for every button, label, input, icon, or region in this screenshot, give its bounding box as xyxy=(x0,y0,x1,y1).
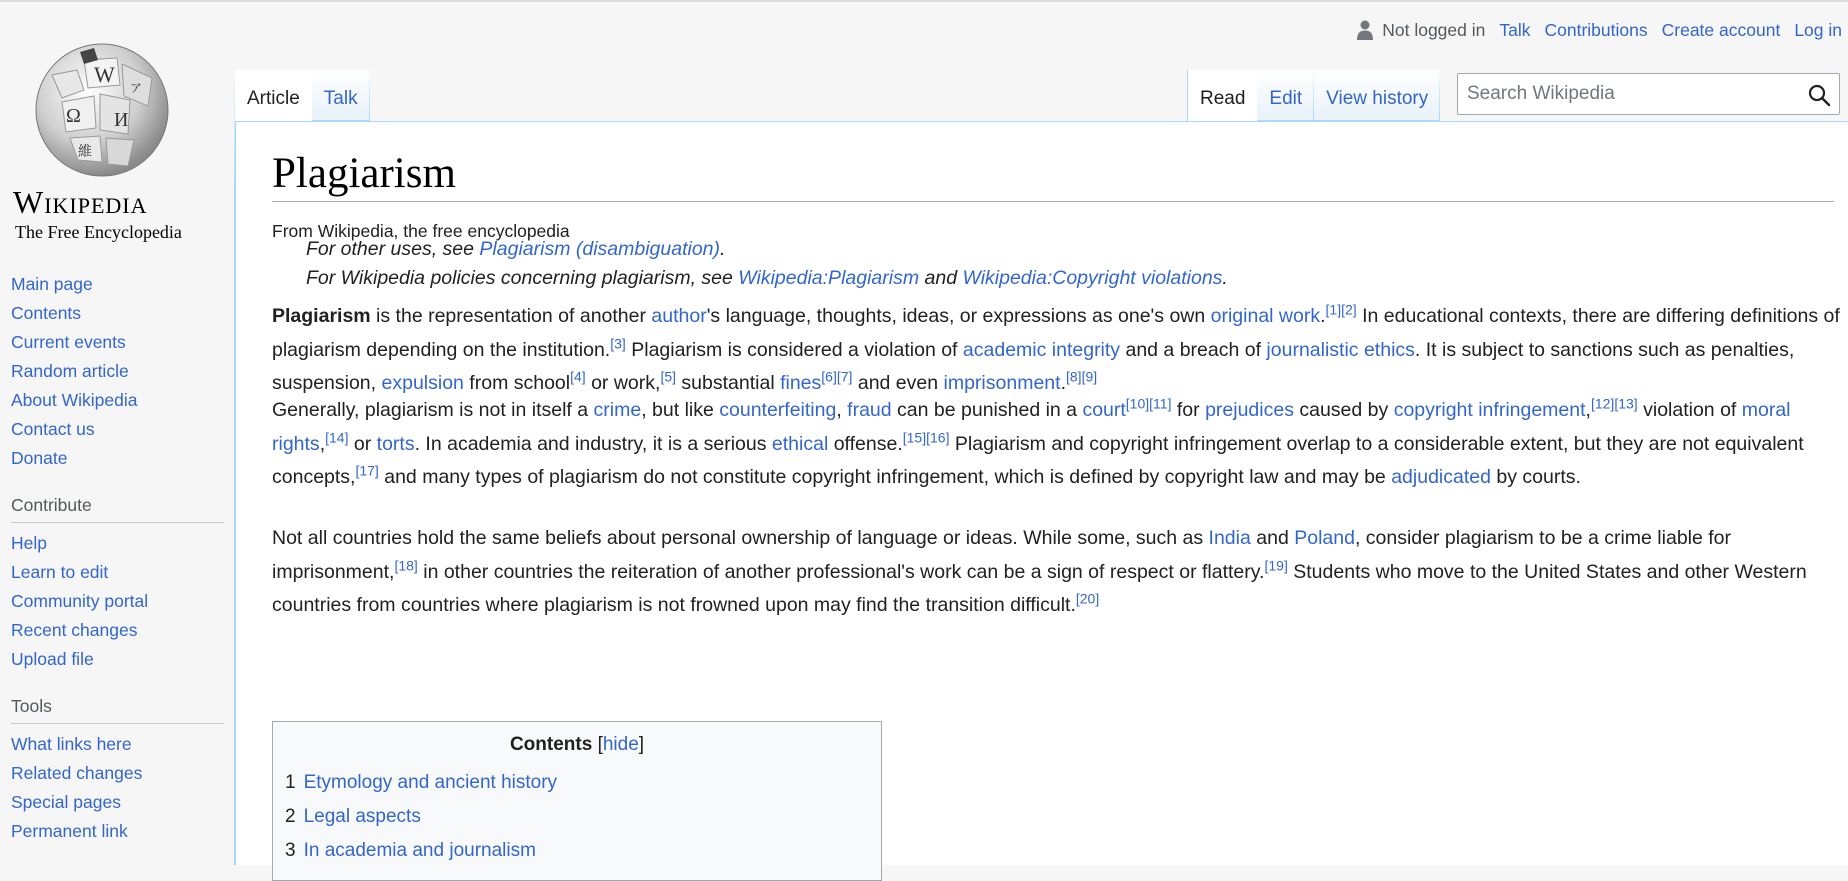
sidebar-item-learn-to-edit[interactable]: Learn to edit xyxy=(11,562,109,582)
ref-17[interactable]: [17] xyxy=(355,462,379,479)
ref-8[interactable]: [8] xyxy=(1065,368,1082,385)
navigation-portal xyxy=(0,270,234,473)
tab-edit[interactable]: Edit xyxy=(1257,70,1314,122)
ref-13[interactable]: [13] xyxy=(1614,395,1638,412)
wikipedia-logo[interactable] xyxy=(0,12,235,242)
namespace-tabs xyxy=(235,70,370,122)
svg-text:W: W xyxy=(94,62,115,87)
wikipedia-globe-icon xyxy=(22,30,182,190)
log-in-link[interactable]: Log in xyxy=(1794,19,1842,40)
sidebar xyxy=(0,270,234,846)
sidebar-item-contents[interactable]: Contents xyxy=(11,303,82,323)
ref-19[interactable]: [19] xyxy=(1264,557,1288,573)
link-author[interactable]: author xyxy=(651,305,707,327)
copyright-violations-link[interactable]: Wikipedia:Copyright violations xyxy=(962,267,1223,289)
site-subtitle: From Wikipedia, the free encyclopedia xyxy=(272,221,570,241)
content-area xyxy=(235,121,1848,865)
svg-text:И: И xyxy=(114,109,129,131)
toc-item[interactable]: 1 Etymology and ancient history xyxy=(285,772,558,793)
link-imprisonment[interactable]: imprisonment xyxy=(943,372,1061,394)
not-logged-in-label: Not logged in xyxy=(1382,19,1486,40)
tools-heading: Tools xyxy=(11,696,224,724)
logo-tagline: The Free Encyclopedia xyxy=(15,222,182,242)
ref-18[interactable]: [18] xyxy=(394,557,418,573)
ref-6[interactable]: [6] xyxy=(821,368,837,385)
ref-7[interactable]: [7] xyxy=(836,368,853,385)
contributions-link[interactable]: Contributions xyxy=(1544,19,1648,40)
sidebar-item-permanent-link[interactable]: Permanent link xyxy=(11,821,128,841)
hatnote-disambiguation: For other uses, see Plagiarism (disambiguation). xyxy=(306,238,726,260)
link-crime[interactable]: crime xyxy=(593,399,642,421)
link-academic-integrity[interactable]: academic integrity xyxy=(962,338,1121,361)
tab-read[interactable]: Read xyxy=(1187,70,1257,122)
ref-12[interactable]: [12] xyxy=(1590,395,1615,412)
hatnote-policies: For Wikipedia policies concerning plagiarism, see Wikipedia:Plagiarism and Wikipedia:Copyright violations. xyxy=(306,267,1228,289)
sidebar-item-recent-changes[interactable]: Recent changes xyxy=(11,620,138,640)
logo-wordmark: Wikipedia xyxy=(13,184,148,220)
create-account-link[interactable]: Create account xyxy=(1661,19,1781,40)
link-moral-rights[interactable]: moral rights xyxy=(272,399,1791,455)
sidebar-item-special-pages[interactable]: Special pages xyxy=(11,792,121,812)
contribute-heading: Contribute xyxy=(11,495,224,523)
paragraph-legal: Generally, plagiarism is not in itself a crime, but like counterfeiting, fraud can be punished in a court[10][11] for prejudices caused by copyright infringement,[12][13] violation of moral rights,[14] or torts. In academia and industry, it is a serious ethical offense.[15][16] Plagiarism and copyright infringement overlap to a considerable extent, but they are not equivalent concepts,[17] and many types of plagiarism do not constitute copyright infringement, which is defined by copyright law and may be adjudicated by courts. xyxy=(272,395,1804,488)
personal-talk-link[interactable]: Talk xyxy=(1499,19,1531,40)
link-fraud[interactable]: fraud xyxy=(847,399,892,421)
toc-list xyxy=(285,766,869,868)
disambiguation-link[interactable]: Plagiarism (disambiguation) xyxy=(479,238,721,260)
link-prejudices[interactable]: prejudices xyxy=(1205,399,1294,421)
top-border xyxy=(0,0,1848,2)
ref-3[interactable]: [3] xyxy=(610,335,626,351)
paragraph-intro: Plagiarism is the representation of another author's language, thoughts, ideas, or expressions as one's own original work.[1][2] In educational contexts, there are differing definitions of plagiarism depending on the institution.[3] Plagiarism is considered a violation of academic integrity and a breach of journalistic ethics. It is subject to sanctions such as penalties, suspension, expulsion from school[4] or work,[5] substantial fines[6][7] and even imprisonment.[8][9] xyxy=(272,301,1840,394)
view-tabs xyxy=(1187,70,1440,122)
tab-talk[interactable]: Talk xyxy=(312,70,370,122)
sidebar-item-contact[interactable]: Contact us xyxy=(11,419,95,439)
link-adjudicated[interactable]: adjudicated xyxy=(1391,466,1491,488)
link-fines[interactable]: fines xyxy=(780,372,822,394)
toc-item[interactable]: 2 Legal aspects xyxy=(285,806,421,827)
link-torts[interactable]: torts xyxy=(376,432,415,455)
sidebar-item-related-changes[interactable]: Related changes xyxy=(11,763,143,783)
ref-1[interactable]: [1] xyxy=(1325,301,1342,318)
link-copyright-infringement[interactable]: copyright infringement xyxy=(1393,399,1586,421)
ref-11[interactable]: [11] xyxy=(1149,395,1172,412)
link-expulsion[interactable]: expulsion xyxy=(381,372,464,394)
tab-view-history[interactable]: View history xyxy=(1314,70,1440,122)
svg-text:Ω: Ω xyxy=(66,105,81,127)
toc-title: Contents [hide] xyxy=(509,734,645,755)
sidebar-item-about[interactable]: About Wikipedia xyxy=(11,390,138,410)
policy-plagiarism-link[interactable]: Wikipedia:Plagiarism xyxy=(738,267,920,289)
toc-item[interactable]: 3 In academia and journalism xyxy=(285,840,536,861)
ref-5[interactable]: [5] xyxy=(660,368,677,385)
ref-9[interactable]: [9] xyxy=(1081,368,1098,385)
tab-article[interactable]: Article xyxy=(235,70,312,122)
search-icon[interactable] xyxy=(1807,83,1831,107)
link-poland[interactable]: Poland xyxy=(1294,527,1355,549)
svg-text:維: 維 xyxy=(78,144,92,160)
link-original-work[interactable]: original work xyxy=(1210,305,1321,327)
sidebar-item-current-events[interactable]: Current events xyxy=(11,332,126,352)
sidebar-item-random-article[interactable]: Random article xyxy=(11,361,129,381)
search-box xyxy=(1457,73,1840,115)
sidebar-item-help[interactable]: Help xyxy=(11,533,47,553)
sidebar-item-main-page[interactable]: Main page xyxy=(11,274,93,294)
ref-2[interactable]: [2] xyxy=(1341,301,1357,318)
ref-16[interactable]: [16] xyxy=(926,429,950,445)
link-india[interactable]: India xyxy=(1208,527,1251,549)
contribute-portal xyxy=(0,529,234,674)
sidebar-item-upload-file[interactable]: Upload file xyxy=(11,649,94,669)
toc-hide-toggle[interactable]: hide xyxy=(602,734,639,755)
page-title: Plagiarism xyxy=(272,150,1834,202)
sidebar-item-donate[interactable]: Donate xyxy=(11,448,68,468)
sidebar-item-what-links-here[interactable]: What links here xyxy=(11,734,132,754)
paragraph-countries: Not all countries hold the same beliefs about personal ownership of language or ideas. While some, such as India and Poland, consider plagiarism to be a crime liable for imprisonment,[18] in other countries the reiteration of another professional's work can be a sign of respect or flattery.[19] Students who move to the United States and other Western countries from countries where plagiarism is not frowned upon may find the transition difficult.[20] xyxy=(272,527,1807,616)
link-court[interactable]: court xyxy=(1082,399,1126,421)
link-journalistic-ethics[interactable]: journalistic ethics xyxy=(1266,338,1415,361)
ref-10[interactable]: [10] xyxy=(1125,395,1150,412)
link-ethical[interactable]: ethical xyxy=(771,432,829,455)
tools-portal xyxy=(0,730,234,846)
ref-4[interactable]: [4] xyxy=(570,368,586,385)
sidebar-item-community-portal[interactable]: Community portal xyxy=(11,591,149,611)
personal-tools xyxy=(1356,20,1842,40)
ref-15[interactable]: [15] xyxy=(902,429,927,445)
user-icon xyxy=(1356,20,1374,40)
link-counterfeiting[interactable]: counterfeiting xyxy=(719,399,837,421)
svg-text:ア: ア xyxy=(130,81,143,95)
search-input[interactable] xyxy=(1458,83,1787,105)
ref-14[interactable]: [14] xyxy=(325,429,349,445)
ref-20[interactable]: [20] xyxy=(1075,590,1100,607)
table-of-contents xyxy=(272,721,882,881)
